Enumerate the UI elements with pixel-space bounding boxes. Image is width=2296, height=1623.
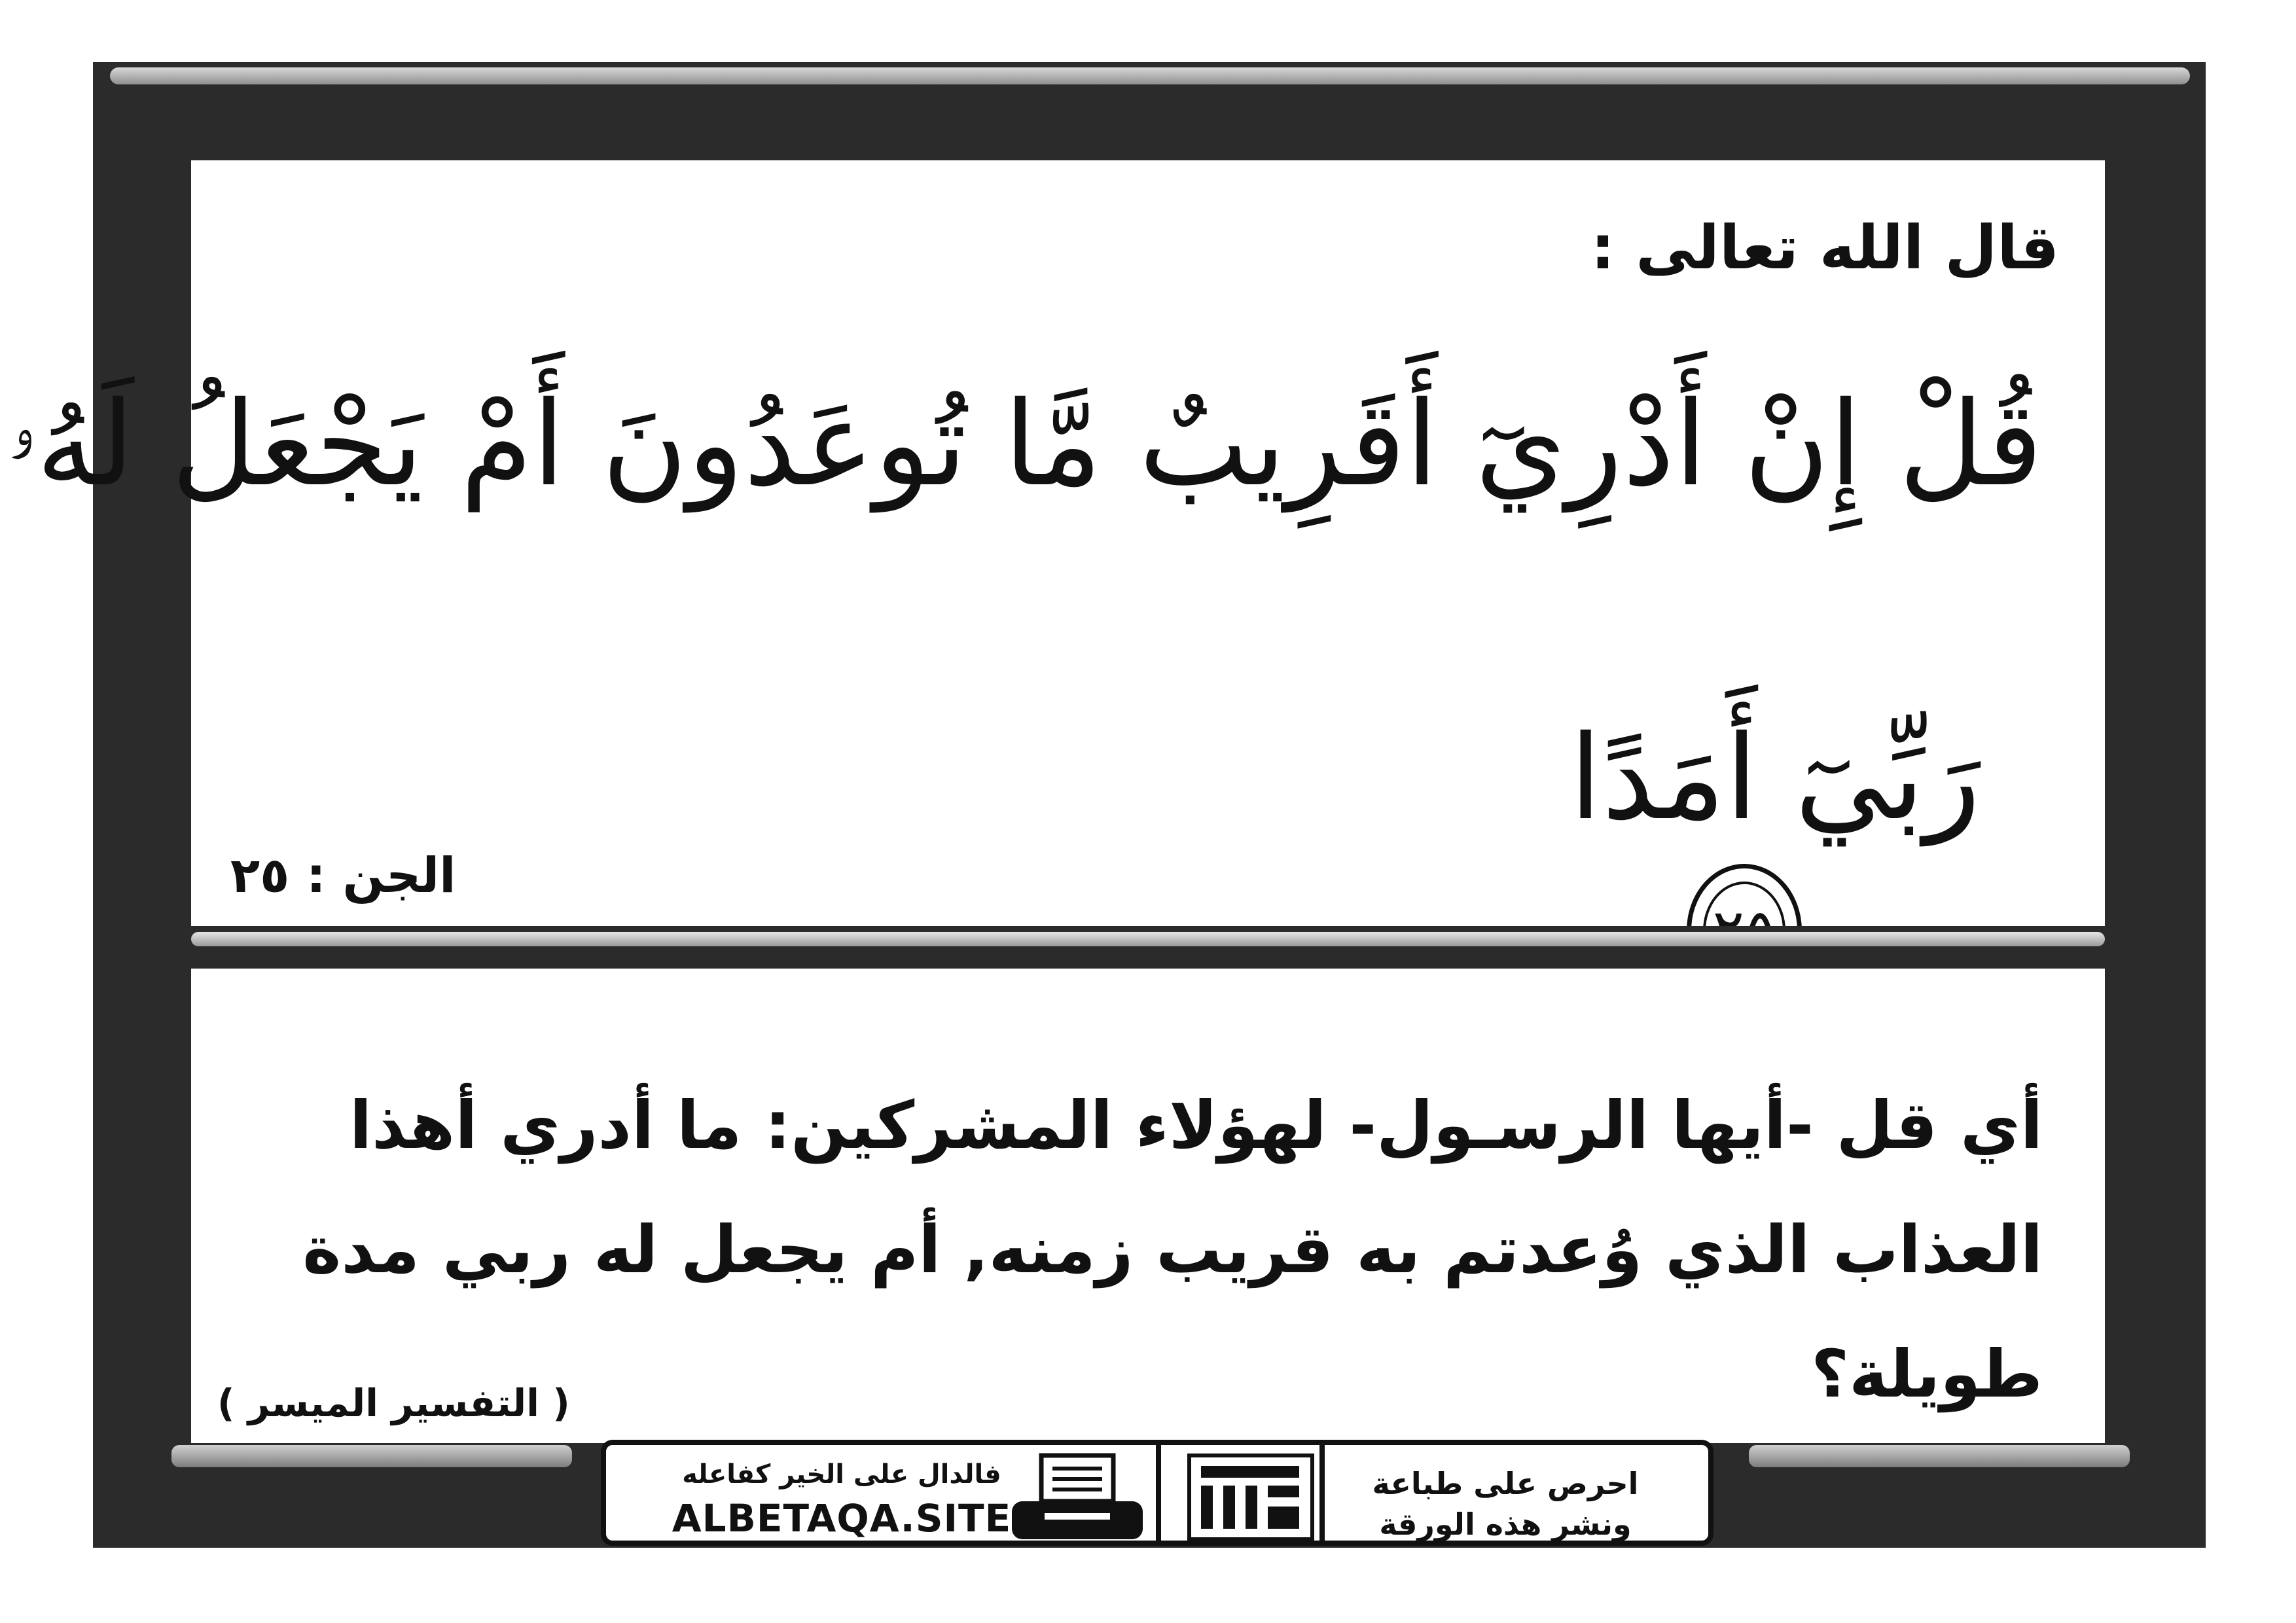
tafsir-source: ( التفسير الميسر ) — [217, 1381, 570, 1425]
surah-reference: الجن : ٢٥ — [230, 847, 456, 904]
footer-site-link[interactable]: ALBETAQA.SITE — [672, 1496, 1012, 1541]
footer-separator-left — [1156, 1445, 1161, 1541]
frame-bevel-bottom-right — [1749, 1445, 2130, 1467]
printer-icon — [1005, 1453, 1149, 1542]
footer-motto: فالدال على الخير كفاعله — [682, 1459, 1001, 1489]
divider-bevel — [191, 932, 2105, 946]
verse-line-2: رَبِّيٓ أَمَدًا — [1569, 710, 1981, 846]
logo-mark — [1185, 1452, 1316, 1543]
footer-call-to-action — [1368, 1463, 1643, 1544]
verse-line-1: قُلْ إِنْ أَدْرِيٓ أَقَرِيبٌ مَّا تُوعَدُونَ أَمْ يَجْعَلُ لَهُۥ — [7, 376, 2043, 512]
footer-banner — [601, 1440, 1713, 1546]
frame-bevel-top — [110, 67, 2190, 84]
verse-panel — [7, 160, 2105, 926]
tafsir-panel — [191, 969, 2105, 1443]
footer-cta-line-2: ونشر هذه الورقة — [1379, 1507, 1632, 1542]
footer-cta-line-1: احرص على طباعة — [1372, 1466, 1639, 1501]
verse-intro: قال الله تعالى : — [1590, 213, 2059, 283]
frame-bevel-bottom-left — [171, 1445, 572, 1467]
footer-separator-right — [1319, 1445, 1325, 1541]
tafsir-text: أي قل -أيها الرسـول- لهؤلاء المشركين: ما أدري أهذا العذاب الذي وُعدتم به قريب زمنه, أم يجعل له ربي مدة طويلة؟ — [302, 1087, 2043, 1412]
